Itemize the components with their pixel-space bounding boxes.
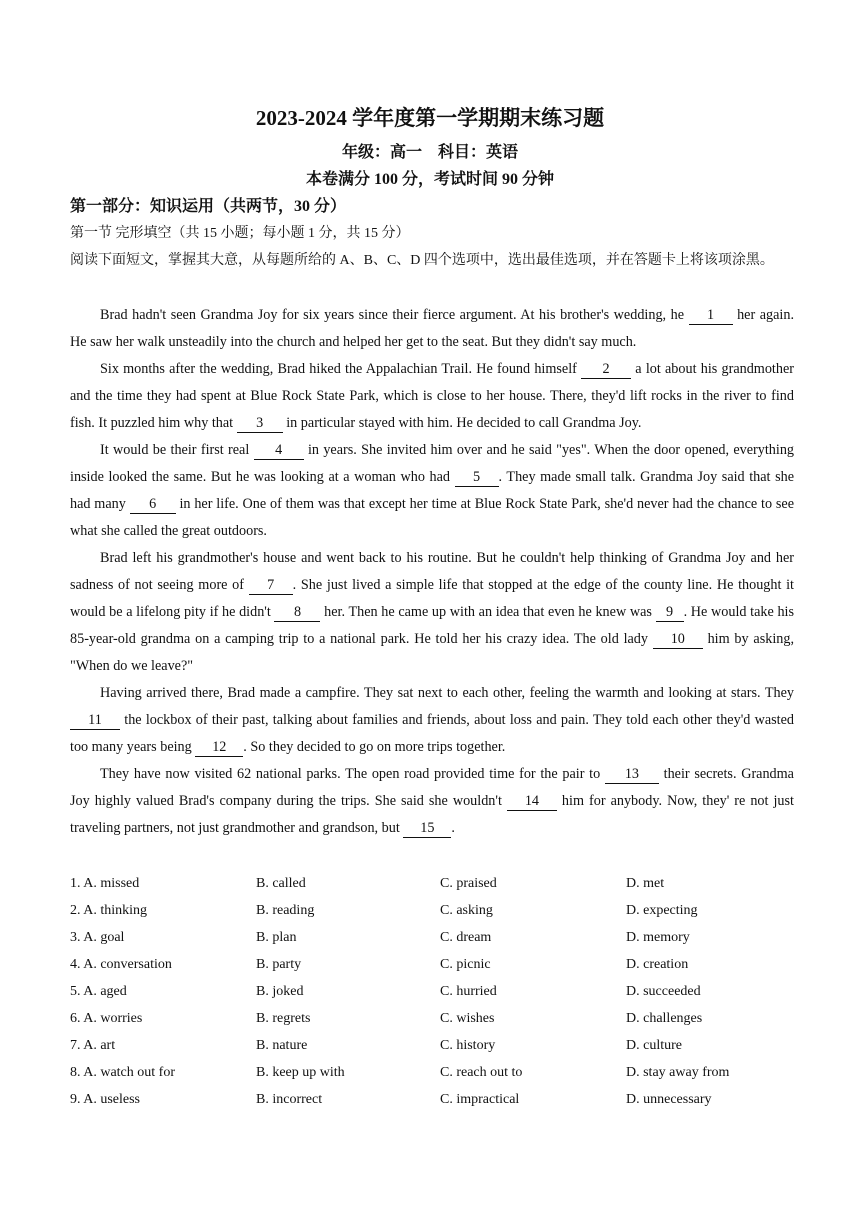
option-row-8 bbox=[70, 1059, 794, 1086]
blank-2: 2 bbox=[581, 361, 631, 379]
option-6-a: 6. A. worries bbox=[70, 1011, 143, 1026]
grade-subject: 年级：高一 科目：英语 bbox=[341, 144, 518, 161]
option-9-a: 9. A. useless bbox=[70, 1092, 140, 1107]
passage-text: It would be their first real bbox=[100, 442, 254, 458]
passage-text: her. Then he came up with an idea that even he knew was bbox=[320, 604, 656, 620]
part1-heading: 第一部分：知识运用（共两节，30 分） bbox=[70, 198, 347, 215]
blank-15: 15 bbox=[403, 820, 451, 838]
blank-4: 4 bbox=[254, 442, 304, 460]
blank-9: 9 bbox=[656, 604, 684, 622]
passage-text: in particular stayed with him. He decided to call Grandma Joy. bbox=[282, 415, 642, 431]
cloze-passage bbox=[70, 302, 794, 842]
option-2-d: D. expecting bbox=[626, 903, 698, 918]
option-row-5 bbox=[70, 978, 794, 1005]
passage-text: . So they decided to go on more trips together. bbox=[243, 739, 506, 755]
option-8-a: 8. A. watch out for bbox=[70, 1065, 175, 1080]
blank-7: 7 bbox=[249, 577, 293, 595]
option-6-d: D. challenges bbox=[626, 1011, 703, 1026]
passage-text: . They made small talk. Grandma Joy said that she had many bbox=[70, 469, 794, 512]
option-9-d: D. unnecessary bbox=[626, 1092, 712, 1107]
option-6-c: C. wishes bbox=[440, 1011, 495, 1026]
passage-text: in years. She invited him over and he said "yes". When the door opened, everything inside looked the same. But he was looking at a woman who had bbox=[70, 442, 795, 485]
options-list bbox=[70, 870, 794, 1113]
passage-text: Brad left his grandmother's house and went back to his routine. But he couldn't help thinking of Grandma Joy and her sadness of not seeing more of bbox=[70, 550, 794, 593]
passage-paragraph bbox=[70, 761, 794, 842]
blank-10: 10 bbox=[653, 631, 703, 649]
passage-text: Brad hadn't seen Grandma Joy for six years since their fierce argument. At his brother's wedding, he bbox=[100, 307, 689, 323]
blank-1: 1 bbox=[689, 307, 733, 325]
passage-text: . She just lived a simple life that stopped at the edge of the county line. He thought it would be a lifelong pity if he didn't bbox=[70, 577, 794, 620]
instructions: 阅读下面短文，掌握其大意，从每题所给的 A、B、C、D 四个选项中，选出最佳选项，并在答题卡上将该项涂黑。 bbox=[70, 253, 774, 268]
blank-5: 5 bbox=[455, 469, 499, 487]
blank-14: 14 bbox=[507, 793, 557, 811]
option-3-c: C. dream bbox=[440, 930, 492, 945]
passage-paragraph bbox=[70, 545, 794, 680]
option-3-a: 3. A. goal bbox=[70, 930, 125, 945]
passage-text: the lockbox of their past, talking about families and friends, about loss and pain. They told each other they'd wasted too many years being bbox=[70, 712, 794, 755]
option-4-d: D. creation bbox=[626, 957, 689, 972]
option-row-7 bbox=[70, 1032, 794, 1059]
passage-text: him by asking, "When do we leave?" bbox=[70, 631, 794, 674]
option-6-b: B. regrets bbox=[256, 1011, 311, 1026]
passage-text: Having arrived there, Brad made a campfire. They sat next to each other, feeling the warmth and looking at stars. They bbox=[100, 685, 794, 701]
option-9-b: B. incorrect bbox=[256, 1092, 323, 1107]
passage-paragraph bbox=[70, 437, 794, 545]
score-time: 本卷满分 100 分，考试时间 90 分钟 bbox=[305, 171, 554, 188]
option-row-3 bbox=[70, 924, 794, 951]
option-8-b: B. keep up with bbox=[256, 1065, 345, 1080]
option-5-b: B. joked bbox=[256, 984, 304, 999]
option-3-b: B. plan bbox=[256, 930, 297, 945]
option-2-c: C. asking bbox=[440, 903, 493, 918]
section1-heading: 第一节 完形填空（共 15 小题；每小题 1 分，共 15 分） bbox=[70, 226, 410, 241]
option-9-c: C. impractical bbox=[440, 1092, 520, 1107]
option-2-a: 2. A. thinking bbox=[70, 903, 148, 918]
passage-text: in her life. One of them was that except her time at Blue Rock State Park, she'd never had the chance to see what she called the great outdoors. bbox=[70, 496, 794, 539]
option-1-b: B. called bbox=[256, 876, 306, 891]
option-4-b: B. party bbox=[256, 957, 302, 972]
option-4-a: 4. A. conversation bbox=[70, 957, 172, 972]
passage-paragraph bbox=[70, 356, 794, 437]
blank-6: 6 bbox=[130, 496, 176, 514]
option-7-a: 7. A. art bbox=[70, 1038, 116, 1053]
blank-13: 13 bbox=[605, 766, 659, 784]
passage-text: him for anybody. Now, they' re not just traveling partners, not just grandmother and grandson, but bbox=[70, 793, 794, 836]
option-row-9 bbox=[70, 1086, 794, 1113]
passage-text: . bbox=[451, 820, 455, 836]
passage-paragraph bbox=[70, 680, 794, 761]
blank-3: 3 bbox=[237, 415, 283, 433]
passage-text: her again. He saw her walk unsteadily into the church and helped her get to the seat. But they didn't say much. bbox=[70, 307, 794, 350]
blank-11: 11 bbox=[70, 712, 120, 730]
option-1-c: C. praised bbox=[440, 876, 497, 891]
option-4-c: C. picnic bbox=[440, 957, 491, 972]
option-7-b: B. nature bbox=[256, 1038, 308, 1053]
passage-text: . He would take his 85-year-old grandma on a camping trip to a national park. He told her his crazy idea. The old lady bbox=[70, 604, 795, 647]
option-5-c: C. hurried bbox=[440, 984, 497, 999]
option-7-c: C. history bbox=[440, 1038, 496, 1053]
blank-8: 8 bbox=[274, 604, 320, 622]
passage-text: their secrets. Grandma Joy highly valued Brad's company during the trips. She said she wouldn't bbox=[70, 766, 794, 809]
page-title: 2023-2024 学年度第一学期期末练习题 bbox=[255, 106, 605, 130]
option-7-d: D. culture bbox=[626, 1038, 682, 1053]
option-5-d: D. succeeded bbox=[626, 984, 701, 999]
option-3-d: D. memory bbox=[626, 930, 690, 945]
option-8-c: C. reach out to bbox=[440, 1065, 523, 1080]
blank-12: 12 bbox=[195, 739, 243, 757]
option-row-4 bbox=[70, 951, 794, 978]
option-row-6 bbox=[70, 1005, 794, 1032]
option-1-a: 1. A. missed bbox=[70, 876, 140, 891]
passage-text: Six months after the wedding, Brad hiked the Appalachian Trail. He found himself bbox=[100, 361, 582, 377]
passage-text: They have now visited 62 national parks. The open road provided time for the pair to bbox=[100, 766, 605, 782]
passage-paragraph bbox=[70, 302, 794, 356]
option-row-1 bbox=[70, 870, 794, 897]
option-1-d: D. met bbox=[626, 876, 665, 891]
passage-text: a lot about his grandmother and the time they had spent at Blue Rock State Park, which is close to her house. There, they'd lift rocks in the river to find fish. It puzzled him why that bbox=[70, 361, 794, 431]
option-8-d: D. stay away from bbox=[626, 1065, 730, 1080]
option-2-b: B. reading bbox=[256, 903, 315, 918]
option-row-2 bbox=[70, 897, 794, 924]
option-5-a: 5. A. aged bbox=[70, 984, 127, 999]
